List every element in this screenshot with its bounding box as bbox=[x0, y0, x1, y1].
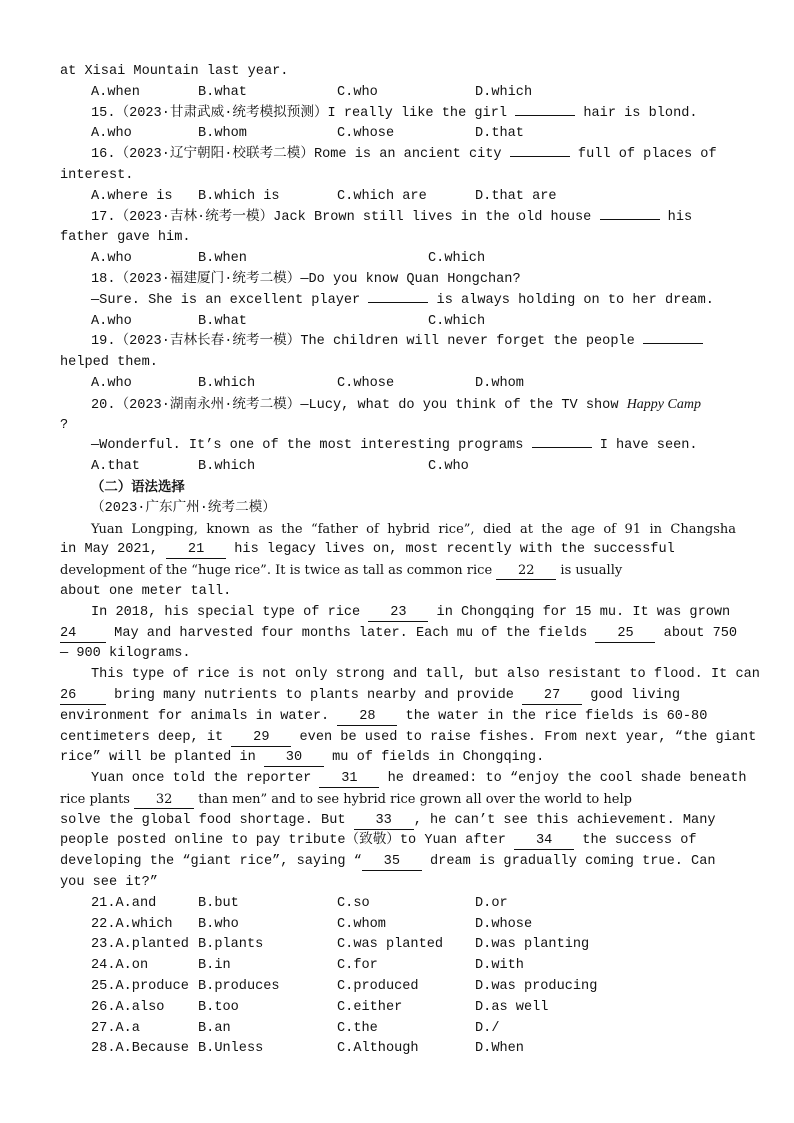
passage-line: 24 May and harvested four months later. Each mu of the fields 25 about 750 bbox=[60, 625, 738, 641]
q15-options bbox=[60, 124, 736, 145]
option: D.which bbox=[475, 84, 533, 100]
option: D.When bbox=[475, 1041, 524, 1057]
answer-blank bbox=[643, 343, 703, 344]
passage-line: about one meter tall. bbox=[60, 583, 232, 599]
option: C.was planted bbox=[337, 937, 444, 953]
answer-blank bbox=[600, 219, 660, 220]
option: A.where is bbox=[91, 188, 173, 204]
option: D.was planting bbox=[475, 937, 590, 953]
answer-blank bbox=[368, 302, 428, 303]
q18-stem: 18.（2023·福建厦门·统考二模）—Do you know Quan Hongchan? bbox=[91, 271, 521, 287]
blank-26: 26 bbox=[60, 688, 106, 705]
q15-stem: 15.（2023·甘肃武威·统考模拟预测）I really like the girl hair is blond. bbox=[91, 105, 698, 121]
option: 28.A.Because bbox=[91, 1041, 189, 1057]
option: C.whose bbox=[337, 375, 395, 391]
blank-23: 23 bbox=[368, 605, 428, 622]
option: D.as well bbox=[475, 999, 549, 1015]
option: A.when bbox=[91, 84, 140, 100]
q19-stem: 19.（2023·吉林长春·统考一模）The children will never forget the people bbox=[60, 332, 736, 353]
option: B.whom bbox=[198, 126, 247, 142]
answer-blank bbox=[510, 156, 570, 157]
blank-28: 28 bbox=[337, 709, 397, 726]
passage-source: （2023·广东广州·统考二模） bbox=[91, 500, 276, 516]
option-row bbox=[60, 977, 736, 998]
q14-tail: at Xisai Mountain last year. bbox=[60, 64, 289, 79]
passage-line: people posted online to pay tribute（致敬）to Yuan after 34 the success of bbox=[60, 833, 697, 849]
q16-stem-cont: interest. bbox=[60, 167, 134, 183]
option: 22.A.which bbox=[91, 916, 173, 932]
option: A.who bbox=[91, 313, 132, 329]
option-row bbox=[60, 1019, 736, 1040]
q16-stem: 16.（2023·辽宁朝阳·校联考二模）Rome is an ancient city full of places of bbox=[91, 147, 717, 163]
option: C.the bbox=[337, 1020, 378, 1036]
option: B.which bbox=[198, 459, 256, 475]
passage-line: — 900 kilograms. bbox=[60, 646, 191, 662]
q20-stem-cont: —Wonderful. It’s one of the most interesting programs I have seen. bbox=[91, 438, 698, 454]
option: D.or bbox=[475, 895, 508, 911]
option: B.what bbox=[198, 84, 247, 100]
option: B.too bbox=[198, 999, 239, 1015]
passage-line: This type of rice is not only strong and tall, but also resistant to flood. It can bbox=[91, 667, 760, 683]
option: 26.A.also bbox=[91, 999, 165, 1015]
passage-line: in May 2021, 21 his legacy lives on, most recently with the successful bbox=[60, 542, 675, 558]
option-row bbox=[60, 915, 736, 936]
passage-line: 26 bring many nutrients to plants nearby and provide 27 good living bbox=[60, 687, 680, 703]
q18-options bbox=[60, 312, 736, 333]
q14-options bbox=[60, 83, 736, 104]
option: D.with bbox=[475, 958, 524, 974]
option: A.who bbox=[91, 126, 132, 142]
show-title: Happy Camp bbox=[626, 396, 701, 412]
option: B.produces bbox=[198, 979, 280, 995]
blank-22: 22 bbox=[496, 563, 556, 580]
section-title: （二）语法选择 bbox=[91, 479, 185, 495]
passage-line: In 2018, his special type of rice 23 in Chongqing for 15 mu. It was grown bbox=[91, 604, 731, 620]
option: B.Unless bbox=[198, 1041, 264, 1057]
option: C.which are bbox=[337, 188, 427, 204]
option: D.that are bbox=[475, 188, 557, 204]
option: C.whom bbox=[337, 916, 386, 932]
option: C.who bbox=[337, 84, 378, 100]
blank-25: 25 bbox=[595, 626, 655, 643]
option: A.who bbox=[91, 375, 132, 391]
option: B.who bbox=[198, 916, 239, 932]
blank-32: 32 bbox=[134, 792, 194, 809]
option: 27.A.a bbox=[91, 1020, 140, 1036]
option: D.whose bbox=[475, 916, 533, 932]
option-row bbox=[60, 894, 736, 915]
q17-options bbox=[60, 249, 736, 270]
q20-qmark: ? bbox=[60, 417, 69, 433]
option: B.an bbox=[198, 1020, 231, 1036]
q20-options bbox=[60, 457, 736, 478]
option: B.which is bbox=[198, 188, 280, 204]
passage-line: development of the “huge rice”. It is twice as tall as common rice 22 is usually bbox=[60, 563, 623, 579]
q19-stem-cont: helped them. bbox=[60, 355, 158, 371]
document-page bbox=[60, 62, 760, 1060]
q19-options bbox=[60, 374, 736, 395]
passage-line: Yuan once told the reporter 31 he dreamed: to “enjoy the cool shade beneath bbox=[91, 771, 747, 787]
q20-stem: 20.（2023·湖南永州·统考二模）—Lucy, what do you think of the TV show Happy Camp bbox=[91, 396, 701, 413]
q18-stem-cont: —Sure. She is an excellent player is always holding on to her dream. bbox=[91, 292, 714, 308]
passage-line: rice plants 32 than men” and to see hybrid rice grown all over the world to help bbox=[60, 791, 632, 807]
option: B.but bbox=[198, 895, 239, 911]
option-row bbox=[60, 1039, 736, 1060]
passage-line: centimeters deep, it 29 even be used to raise fishes. From next year, “the giant bbox=[60, 729, 757, 745]
q17-stem: 17.（2023·吉林·统考一模）Jack Brown still lives in the old house his bbox=[91, 209, 693, 225]
option: D.was producing bbox=[475, 979, 598, 995]
option-row bbox=[60, 935, 736, 956]
option: B.which bbox=[198, 375, 256, 391]
option: B.in bbox=[198, 958, 231, 974]
option: C.either bbox=[337, 999, 403, 1015]
passage-line: solve the global food shortage. But 33 , he can’t see this achievement. Many bbox=[60, 812, 716, 828]
blank-30: 30 bbox=[264, 750, 324, 767]
option: A.that bbox=[91, 459, 140, 475]
option-row bbox=[60, 956, 736, 977]
option: C.which bbox=[428, 313, 486, 329]
passage-line: developing the “giant rice”, saying “ 35 dream is gradually coming true. Can bbox=[60, 854, 716, 870]
q17-stem-cont: father gave him. bbox=[60, 230, 191, 246]
option: D.that bbox=[475, 126, 524, 142]
blank-31: 31 bbox=[319, 771, 379, 788]
option: C.Although bbox=[337, 1041, 419, 1057]
option: D./ bbox=[475, 1020, 500, 1036]
blank-33: 33 bbox=[354, 813, 414, 830]
option-row bbox=[60, 998, 736, 1019]
passage-line: environment for animals in water. 28 the water in the rice fields is 60-80 bbox=[60, 708, 708, 724]
answer-blank bbox=[532, 447, 592, 448]
option: C.produced bbox=[337, 979, 419, 995]
option: 21.A.and bbox=[91, 895, 157, 911]
option: C.whose bbox=[337, 126, 395, 142]
blank-35: 35 bbox=[362, 854, 422, 871]
option: 24.A.on bbox=[91, 958, 149, 974]
blank-21: 21 bbox=[166, 542, 226, 559]
option: B.when bbox=[198, 251, 247, 267]
option: C.which bbox=[428, 251, 486, 267]
blank-34: 34 bbox=[514, 833, 574, 850]
option: C.for bbox=[337, 958, 378, 974]
option: C.so bbox=[337, 895, 370, 911]
passage-line: Yuan Longping, known as the “father of hybrid rice”, died at the age of 91 in Changsha bbox=[91, 521, 736, 537]
option: C.who bbox=[428, 459, 469, 475]
option: B.what bbox=[198, 313, 247, 329]
blank-27: 27 bbox=[522, 688, 582, 705]
q16-options bbox=[60, 187, 736, 208]
passage-line: you see it?” bbox=[60, 875, 158, 891]
option: 25.A.produce bbox=[91, 979, 189, 995]
option: D.whom bbox=[475, 375, 524, 391]
blank-24: 24 bbox=[60, 626, 106, 643]
blank-29: 29 bbox=[231, 730, 291, 747]
answer-blank bbox=[515, 115, 575, 116]
option: 23.A.planted bbox=[91, 937, 189, 953]
passage-line: rice” will be planted in 30 mu of fields in Chongqing. bbox=[60, 750, 545, 766]
option: A.who bbox=[91, 251, 132, 267]
option: B.plants bbox=[198, 937, 264, 953]
